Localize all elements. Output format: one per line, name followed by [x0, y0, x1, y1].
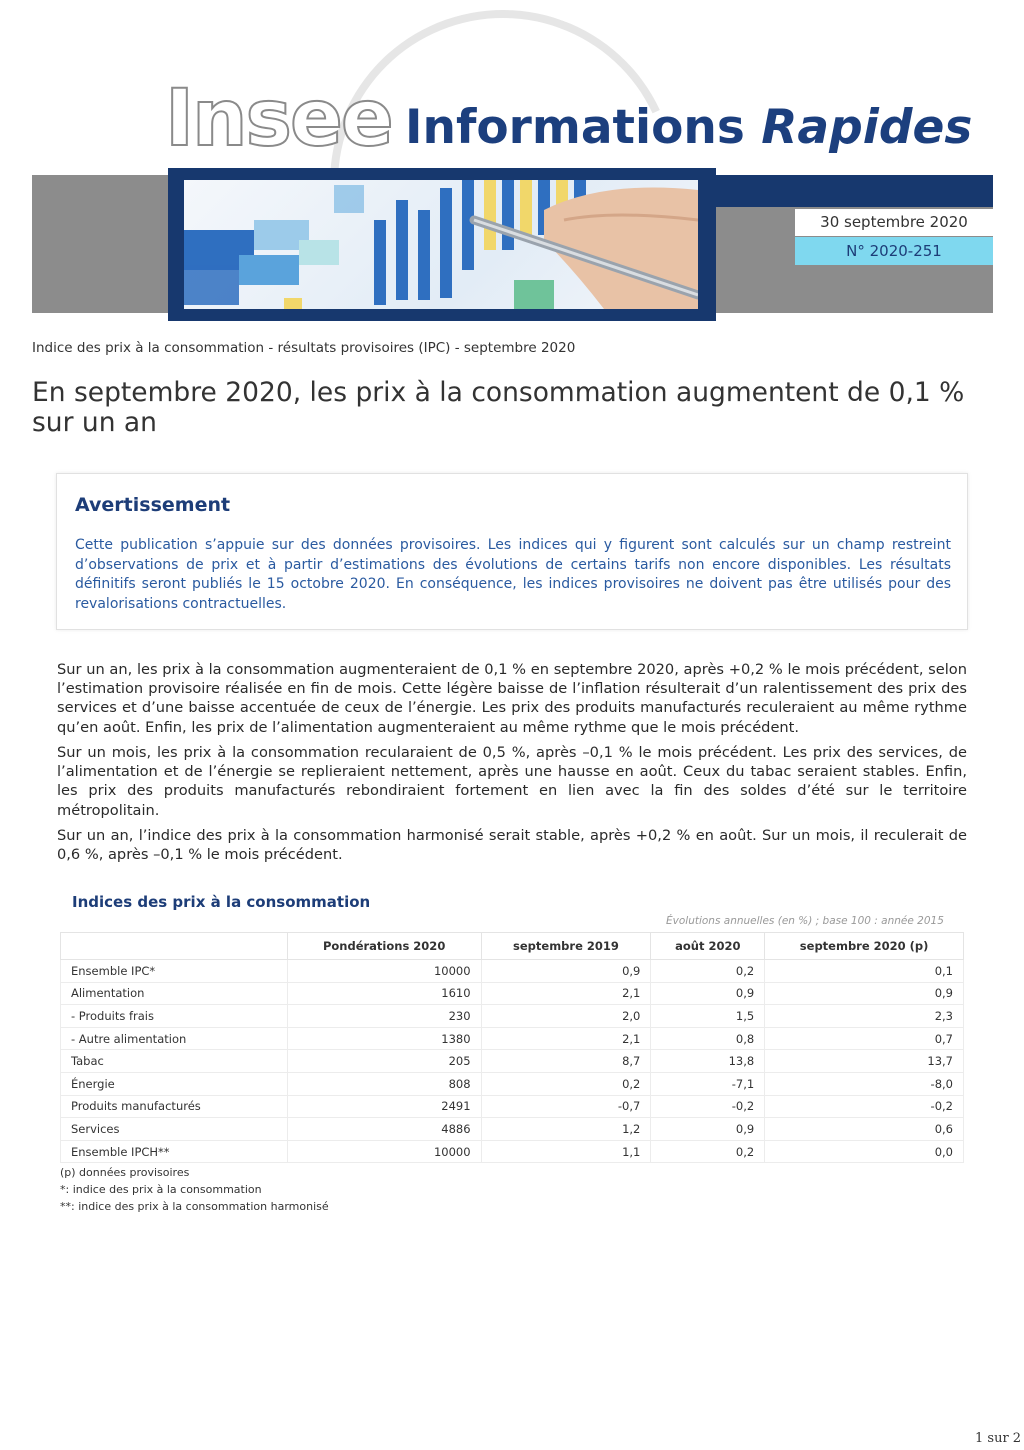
table-row: [61, 1027, 964, 1050]
column-header: août 2020: [651, 933, 765, 960]
table-row: [61, 1050, 964, 1073]
column-header: septembre 2020 (p): [765, 933, 964, 960]
row-label: - Autre alimentation: [61, 1027, 288, 1050]
table-row: [61, 1095, 964, 1118]
brand-italic: Rapides: [761, 100, 973, 155]
publication-brand: [405, 100, 973, 155]
table-cell: 230: [287, 1005, 481, 1028]
table-cell: 0,1: [765, 960, 964, 983]
column-header: septembre 2019: [481, 933, 651, 960]
table-cell: 0,9: [651, 982, 765, 1005]
footnote-ipc: *: indice des prix à la consommation: [60, 1183, 262, 1196]
header-photo: [184, 180, 698, 309]
table-cell: 13,7: [765, 1050, 964, 1073]
table-cell: 10000: [287, 1140, 481, 1163]
table-cell: 2,1: [481, 982, 651, 1005]
table-cell: -0,7: [481, 1095, 651, 1118]
column-header: [61, 933, 288, 960]
table-row: [61, 1118, 964, 1141]
table-cell: -7,1: [651, 1072, 765, 1095]
row-label: Ensemble IPCH**: [61, 1140, 288, 1163]
table-cell: -0,2: [765, 1095, 964, 1118]
table-cell: -0,2: [651, 1095, 765, 1118]
header-band-accent: [700, 175, 993, 207]
column-header: Pondérations 2020: [287, 933, 481, 960]
table-cell: 0,0: [765, 1140, 964, 1163]
price-index-table: [60, 932, 964, 1163]
row-label: Énergie: [61, 1072, 288, 1095]
table-cell: 4886: [287, 1118, 481, 1141]
publication-number: N° 2020-251: [795, 237, 993, 265]
table-note: Évolutions annuelles (en %) ; base 100 : année 2015: [666, 915, 944, 927]
table-title: Indices des prix à la consommation: [72, 893, 371, 911]
table-row: [61, 1005, 964, 1028]
brand-regular: Informations: [405, 100, 745, 155]
breadcrumb: Indice des prix à la consommation - résultats provisoires (IPC) - septembre 2020: [32, 340, 576, 356]
row-label: Produits manufacturés: [61, 1095, 288, 1118]
table-cell: 0,8: [651, 1027, 765, 1050]
table-row: [61, 1140, 964, 1163]
table-cell: 0,9: [651, 1118, 765, 1141]
page-indicator: 1 sur 2: [975, 1431, 1022, 1446]
paragraph-monthly: Sur un mois, les prix à la consommation recularaient de 0,5 %, après –0,1 % le mois précédent. Les prix des services, de l’alimentation et de l’énergie se replieraient nettement, après une hausse en août. Ceux du tabac seraient stables. Enfin, les prix des produits manufacturés rebondiraient fortement en lien avec la fin des soldes d’été sur le territoire métropolitain.: [57, 744, 967, 819]
table-cell: 0,9: [765, 982, 964, 1005]
table-cell: 2,1: [481, 1027, 651, 1050]
table-cell: 10000: [287, 960, 481, 983]
row-label: - Produits frais: [61, 1005, 288, 1028]
table-cell: 0,9: [481, 960, 651, 983]
table-cell: 2,0: [481, 1005, 651, 1028]
table-cell: -8,0: [765, 1072, 964, 1095]
table-cell: 2,3: [765, 1005, 964, 1028]
table-cell: 0,2: [651, 1140, 765, 1163]
page-title: En septembre 2020, les prix à la consommation augmentent de 0,1 % sur un an: [32, 377, 965, 438]
row-label: Ensemble IPC*: [61, 960, 288, 983]
chart-and-pen-illustration: [184, 180, 698, 309]
table-cell: 1610: [287, 982, 481, 1005]
insee-logo: Insee: [165, 74, 392, 164]
paragraph-harmonised: Sur un an, l’indice des prix à la consommation harmonisé serait stable, après +0,2 % en août. Sur un mois, il reculerait de 0,6 %, après –0,1 % le mois précédent.: [57, 827, 967, 864]
paragraph-annual: Sur un an, les prix à la consommation augmenteraient de 0,1 % en septembre 2020, après +0,2 % le mois précédent, selon l’estimation provisoire réalisée en fin de mois. Cette légère baisse de l’inflation résulterait d’un ralentissement des prix des services et d’une baisse accentuée de ceux de l’énergie. Les prix des produits manufacturés reculeraient au même rythme qu’en août. Enfin, les prix de l’alimentation augmenteraient au même rythme que le mois précédent.: [57, 661, 967, 736]
warning-text: Cette publication s’appuie sur des données provisoires. Les indices qui y figurent sont calculés sur un champ restreint d’observations de prix et à partir d’estimations des évolutions de certains tarifs non encore disponibles. Les résultats définitifs seront publiés le 15 octobre 2020. En conséquence, les indices provisoires ne doivent pas être utilisés pour des revalorisations contractuelles.: [75, 537, 951, 612]
table-cell: 1,2: [481, 1118, 651, 1141]
publication-date: 30 septembre 2020: [795, 209, 993, 236]
table-header-row: [61, 933, 964, 960]
table-cell: 1,5: [651, 1005, 765, 1028]
table-cell: 1,1: [481, 1140, 651, 1163]
table-cell: 13,8: [651, 1050, 765, 1073]
table-row: [61, 1072, 964, 1095]
footnote-ipch: **: indice des prix à la consommation harmonisé: [60, 1200, 329, 1213]
table-row: [61, 960, 964, 983]
table-cell: 8,7: [481, 1050, 651, 1073]
table-cell: 0,2: [651, 960, 765, 983]
row-label: Services: [61, 1118, 288, 1141]
table-cell: 0,6: [765, 1118, 964, 1141]
table-cell: 0,7: [765, 1027, 964, 1050]
table-cell: 0,2: [481, 1072, 651, 1095]
table-cell: 2491: [287, 1095, 481, 1118]
table-cell: 205: [287, 1050, 481, 1073]
table-cell: 808: [287, 1072, 481, 1095]
table-row: [61, 982, 964, 1005]
row-label: Tabac: [61, 1050, 288, 1073]
warning-box: [56, 473, 968, 630]
table-cell: 1380: [287, 1027, 481, 1050]
footnote-provisional: (p) données provisoires: [60, 1166, 190, 1179]
warning-heading: Avertissement: [75, 494, 231, 516]
row-label: Alimentation: [61, 982, 288, 1005]
